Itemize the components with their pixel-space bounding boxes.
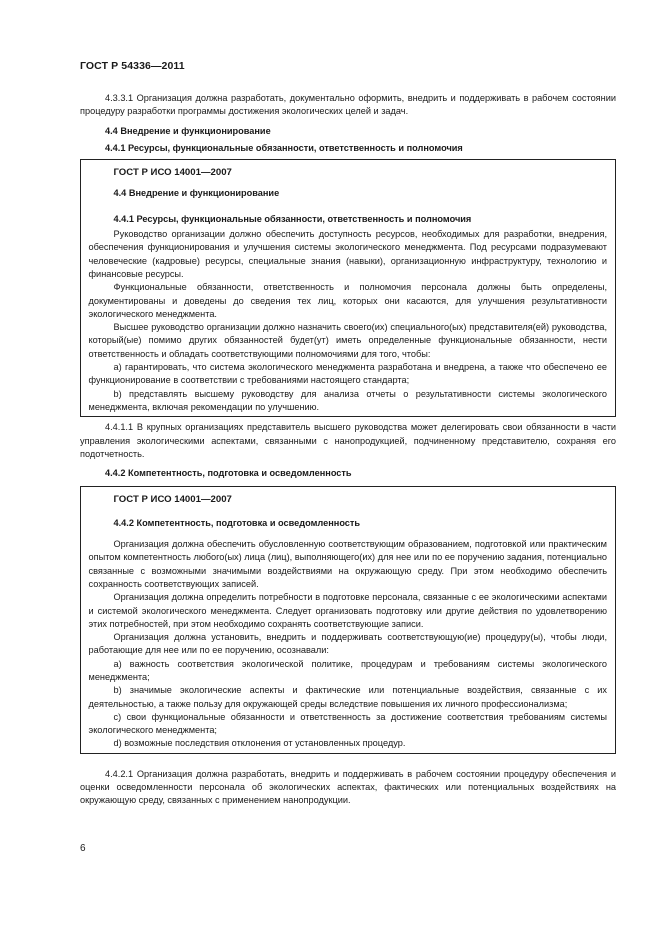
quoted-paragraph: Организация должна обеспечить обусловленную соответствующим образованием, подготовкой или практическим опытом компетентность любого(ых) лица (лиц), выполняющего(их) для нее или по ее поручению задания, потенциально связанные с возможными значимыми воздействиями на окружающую среду. При этом необходимо обеспечить сохранность соответствующих записей. (88, 539, 607, 589)
clause-4331: 4.3.3.1 Организация должна разработать, документально оформить, внедрить и поддерживать в рабочем состоянии процедуру разработки программы достижения экологических целей и задач. (80, 93, 616, 117)
clause-4421: 4.4.2.1 Организация должна разработать, внедрить и поддерживать в рабочем состоянии процедуру обеспечения и оценки осведомленности персонала об экологических аспектах, фактических или потенциальных воздействиях на окружающую среду, связанных с применением нанопродукции. (80, 768, 616, 806)
quoted-paragraph: Организация должна установить, внедрить и поддерживать соответствующую(ие) процедуру(ы), чтобы люди, работающие для нее или по ее поручению, осознавали: (88, 632, 607, 656)
quoted-paragraph: Организация должна определить потребности в подготовке персонала, связанные с ее экологическими аспектами и системой экологического менеджмента. Следует организовать подготовку или другие действия по удовлетворению этих потребностей, при этом необходимо сохранять соответствующие записи. (88, 592, 607, 629)
quoted-heading-4-4-2: 4.4.2 Компетентность, подготовка и осведомленность (113, 517, 361, 528)
quoted-list-item: b) значимые экологические аспекты и фактические или потенциальные воздействия, связанные с их деятельностью, а также пользу для окружающей среды вследствие повышения их личного профессионализма; (88, 685, 607, 709)
quote-box-iso-14001-resources (80, 159, 617, 417)
quoted-list-item: а) важность соответствия экологической политике, процедурам и требованиям системы экологического менеджмента; (88, 658, 607, 682)
page-content (80, 92, 616, 808)
quoted-list-item: b) представлять высшему руководству для анализа отчеты о результативности системы экологического менеджмента, включая рекомендации по улучшению. (88, 388, 607, 412)
document-header: ГОСТ Р 54336—2011 (80, 60, 185, 72)
quoted-list-item: а) гарантировать, что система экологического менеджмента разработана и внедрена, а также что обеспечено ее функционирование в соответствии с требованиями настоящего стандарта; (88, 362, 607, 386)
quoted-standard-title: ГОСТ Р ИСО 14001—2007 (113, 167, 232, 179)
heading-4-4: 4.4 Внедрение и функционирование (105, 125, 271, 136)
clause-4411: 4.4.1.1 В крупных организациях представитель высшего руководства может делегировать свои обязанности в части управления экологическими аспектами, связанными с нанопродукцией, подчиненному представителю, сохраняя его подотчетность. (80, 422, 616, 459)
heading-4-4-2: 4.4.2 Компетентность, подготовка и осведомленность (105, 468, 352, 479)
page-number: 6 (80, 843, 86, 854)
quoted-paragraph: Функциональные обязанности, ответственность и полномочия персонала должны быть определены, документированы и доведены до сведения тех лиц, которых они касаются, для улучшения результативности экологического менеджмента. (88, 282, 607, 319)
quoted-paragraph: Высшее руководство организации должно назначить своего(их) специального(ых) представителя(ей) руководства, который(ые) помимо других обязанностей будет(ут) иметь определенные функциональные обязанности, нести ответственность и обладать соответствующими полномочиями для того, чтобы: (88, 322, 607, 359)
quoted-list-item: c) свои функциональные обязанности и ответственность за достижение соответствия требованиям системы экологического менеджмента; (88, 711, 607, 736)
quoted-heading-4-4: 4.4 Внедрение и функционирование (113, 188, 280, 199)
quoted-list-item: d) возможные последствия отклонения от установленных процедур. (113, 738, 406, 749)
quoted-paragraph: Руководство организации должно обеспечить доступность ресурсов, необходимых для разработки, внедрения, обеспечения функционирования и улучшения системы экологического менеджмента. Под ресурсами подразумевают человеческие (кадровые) ресурсы, специальные знания (навыки), организационную инфраструктуру, технологию и финансовые ресурсы. (88, 229, 607, 279)
quoted-heading-4-4-1: 4.4.1 Ресурсы, функциональные обязанности, ответственность и полномочия (113, 213, 472, 224)
quoted-standard-title: ГОСТ Р ИСО 14001—2007 (113, 494, 232, 506)
heading-4-4-1: 4.4.1 Ресурсы, функциональные обязанности, ответственность и полномочия (105, 142, 463, 153)
quote-box-iso-14001-competence (80, 486, 617, 753)
